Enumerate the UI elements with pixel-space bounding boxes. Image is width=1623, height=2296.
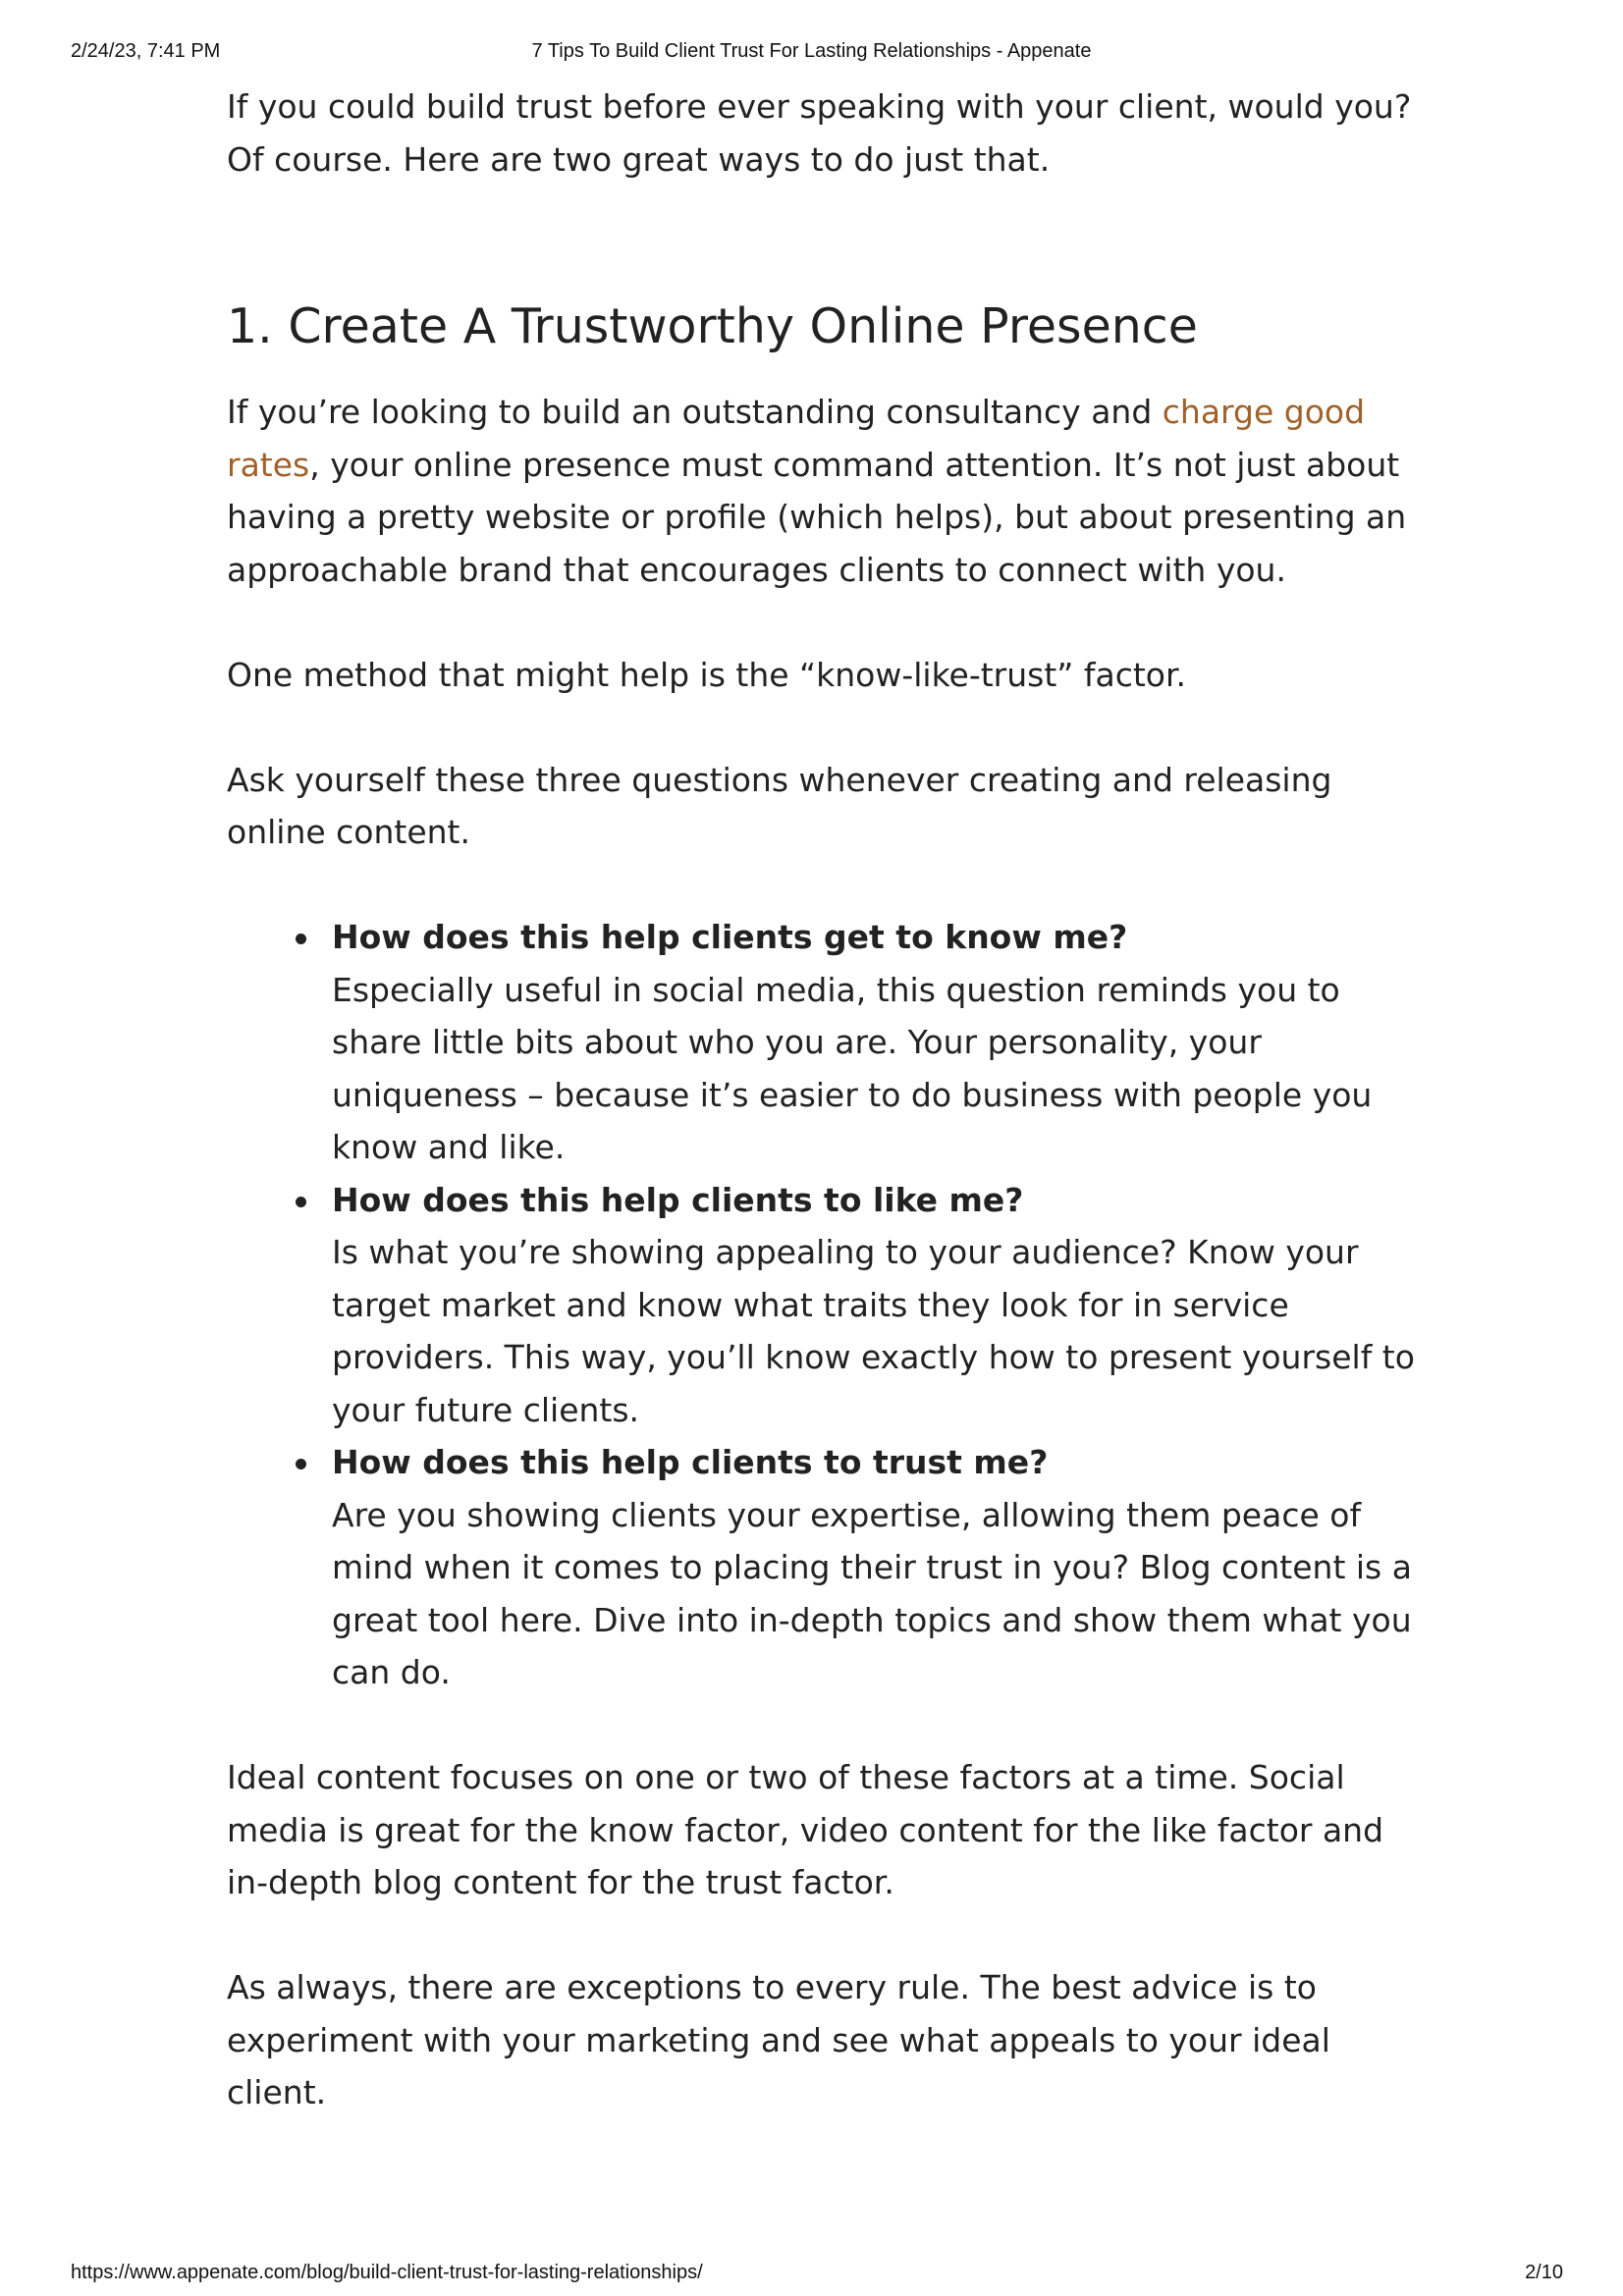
paragraph-know-like-trust: One method that might help is the “know-like-trust” factor. <box>227 655 1187 694</box>
list-item <box>227 911 1420 1174</box>
paragraph-ideal-content: Ideal content focuses on one or two of these factors at a time. Social media is great for the know factor, video content for the like factor and in-depth blog content for the trust factor. <box>227 1758 1384 1901</box>
list-item <box>227 1436 1420 1699</box>
print-footer-url: https://www.appenate.com/blog/build-client-trust-for-lasting-relationships/ <box>71 2262 703 2283</box>
paragraph-exceptions: As always, there are exceptions to every rule. The best advice is to experiment with your marketing and see what appeals to your ideal client. <box>227 1968 1330 2111</box>
question-answer: Is what you’re showing appealing to your audience? Know your target market and know what traits they look for in service providers. This way, you’ll know exactly how to present yourself to your future clients. <box>332 1233 1415 1429</box>
paragraph-text-after-link: , your online presence must command attention. It’s not just about having a pretty website or profile (which helps), but about presenting an approachable brand that encourages clients to connect with you. <box>227 445 1407 589</box>
bullet-icon <box>296 934 306 944</box>
paragraph-online-presence <box>227 386 1420 596</box>
bullet-icon <box>296 1197 306 1207</box>
section-heading: 1. Create A Trustworthy Online Presence <box>227 298 1198 354</box>
question-text: How does this help clients get to know me? <box>332 918 1128 956</box>
question-answer: Are you showing clients your expertise, allowing them peace of mind when it comes to placing their trust in you? Blog content is a great tool here. Dive into in-depth topics and show them what you can do. <box>332 1495 1412 1691</box>
intro-paragraph: If you could build trust before ever speaking with your client, would you? Of course. Here are two great ways to do just that. <box>227 87 1412 179</box>
print-footer-page-number: 2/10 <box>1525 2262 1563 2283</box>
article-body <box>227 80 1420 2119</box>
questions-list <box>227 911 1420 1699</box>
print-header-title: 7 Tips To Build Client Trust For Lasting Relationships - Appenate <box>531 40 1092 62</box>
question-text: How does this help clients to like me? <box>332 1180 1024 1219</box>
question-text: How does this help clients to trust me? <box>332 1443 1049 1481</box>
bullet-icon <box>296 1459 306 1469</box>
print-header-datetime: 2/24/23, 7:41 PM <box>71 40 221 62</box>
charge-good-rates-link[interactable]: charge good rates <box>227 393 1366 484</box>
paragraph-three-questions: Ask yourself these three questions whenever creating and releasing online content. <box>227 760 1332 851</box>
list-item <box>227 1174 1420 1437</box>
paragraph-text-before-link: If you’re looking to build an outstanding consultancy and <box>227 393 1163 431</box>
question-answer: Especially useful in social media, this question reminds you to share little bits about who you are. Your personality, your uniqueness – because it’s easier to do business with people you know and like. <box>332 970 1373 1166</box>
